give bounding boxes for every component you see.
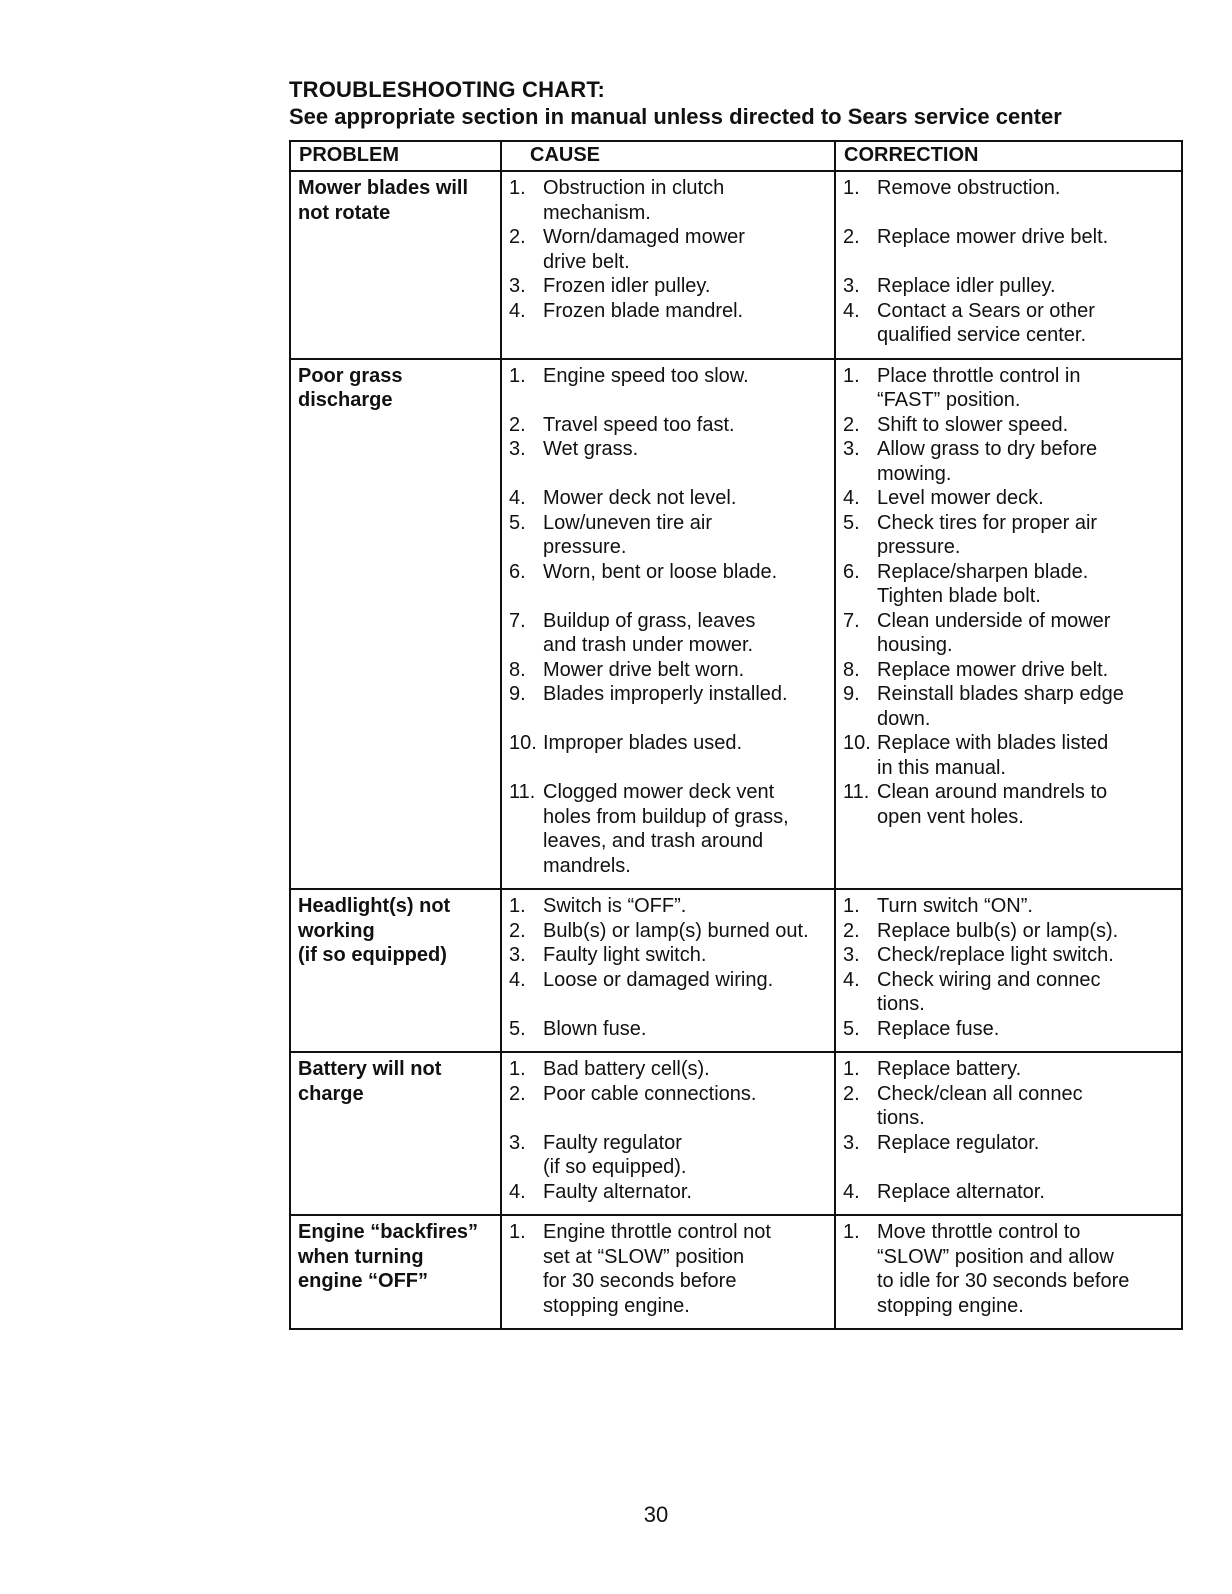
cause-item: [509, 1180, 830, 1205]
cause-number: 2.: [509, 413, 526, 436]
cause-number: 4.: [509, 487, 526, 509]
correction-number: 5.: [843, 511, 860, 534]
cause-item: [509, 943, 830, 968]
correction-text: Contact a Sears or other qualified service center.: [877, 299, 1095, 346]
correction-number: 2.: [843, 1082, 860, 1105]
correction-text: Replace idler pulley.: [877, 275, 1056, 297]
table-body: [290, 171, 1182, 1329]
cause-number: 4.: [509, 1180, 526, 1203]
cause-number: 3.: [509, 275, 526, 297]
cause-text: Worn, bent or loose blade.: [543, 560, 778, 583]
problem-cell: [290, 359, 501, 890]
cause-cell: [501, 359, 835, 890]
cause-number: 3.: [509, 1131, 526, 1154]
cause-number: 1.: [509, 895, 526, 917]
cause-text: Engine throttle control not set at “SLOW” position for 30 seconds before stopping engine.: [543, 1221, 771, 1317]
cause-number: 3.: [509, 944, 526, 966]
correction-item: [843, 658, 1177, 683]
correction-item: [843, 176, 1177, 201]
table-header-row: [290, 141, 1182, 171]
cause-number: 9.: [509, 683, 526, 705]
cause-text: Faulty regulator (if so equipped).: [543, 1131, 687, 1178]
header-cause: CAUSE: [501, 141, 835, 171]
cause-item: [509, 682, 830, 707]
correction-text: Level mower deck.: [877, 487, 1044, 509]
cause-text: Bulb(s) or lamp(s) burned out.: [543, 919, 809, 942]
table-row: [290, 359, 1182, 890]
cause-item: [509, 894, 830, 919]
correction-text: Replace mower drive belt.: [877, 658, 1109, 681]
correction-number: 9.: [843, 683, 860, 705]
correction-number: 3.: [843, 1131, 860, 1154]
problem-cell: [290, 1052, 501, 1215]
cause-item: [509, 968, 830, 993]
cause-item: [509, 511, 830, 560]
table-row: [290, 1215, 1182, 1329]
cause-item: [509, 919, 830, 944]
correction-number: 11.: [843, 781, 870, 803]
cause-text: Mower drive belt worn.: [543, 658, 745, 681]
cause-number: 8.: [509, 658, 526, 681]
correction-number: 4.: [843, 968, 860, 991]
cause-item: [509, 364, 830, 389]
correction-text: Check tires for proper air pressure.: [877, 511, 1098, 558]
cause-text: Poor cable connections.: [543, 1082, 757, 1105]
correction-number: 1.: [843, 895, 860, 917]
correction-number: 1.: [843, 1058, 860, 1080]
cause-text: Obstruction in clutch mechanism.: [543, 177, 725, 224]
cause-text: Wet grass.: [543, 438, 639, 460]
correction-cell: [835, 171, 1182, 359]
correction-number: 4.: [843, 1180, 860, 1203]
table-row: [290, 1052, 1182, 1215]
correction-number: 4.: [843, 299, 860, 322]
correction-item: [843, 780, 1177, 829]
cause-text: Buildup of grass, leaves and trash under mower.: [543, 609, 756, 656]
cause-text: Engine speed too slow.: [543, 364, 749, 387]
page-number: 30: [643, 1502, 669, 1527]
correction-item: [843, 1057, 1177, 1082]
troubleshooting-table: [289, 140, 1183, 1330]
correction-text: Shift to slower speed.: [877, 413, 1069, 436]
correction-text: Turn switch “ON”.: [877, 895, 1033, 917]
cause-number: 7.: [509, 609, 526, 632]
cause-item: [509, 437, 830, 462]
correction-text: Clean underside of mower housing.: [877, 609, 1111, 656]
correction-number: 2.: [843, 413, 860, 436]
correction-number: 3.: [843, 438, 860, 460]
cause-item: [509, 1017, 830, 1042]
correction-number: 8.: [843, 658, 860, 681]
cause-item: [509, 299, 830, 324]
correction-item: [843, 919, 1177, 944]
correction-text: Replace regulator.: [877, 1131, 1040, 1154]
cause-text: Switch is “OFF”.: [543, 895, 687, 917]
cause-number: 1.: [509, 177, 526, 199]
cause-text: Blades improperly installed.: [543, 683, 788, 705]
header-correction: CORRECTION: [835, 141, 1182, 171]
problem-cell: [290, 171, 501, 359]
cause-number: 2.: [509, 1082, 526, 1105]
cause-item: [509, 1131, 830, 1180]
correction-item: [843, 943, 1177, 968]
correction-number: 1.: [843, 177, 860, 199]
correction-text: Clean around mandrels to open vent holes.: [877, 781, 1108, 828]
correction-item: [843, 731, 1177, 780]
cause-text: Low/uneven tire air pressure.: [543, 511, 712, 558]
correction-number: 1.: [843, 364, 860, 387]
cause-number: 5.: [509, 511, 526, 534]
cause-item: [509, 658, 830, 683]
cause-item: [509, 274, 830, 299]
correction-number: 3.: [843, 944, 860, 966]
correction-number: 1.: [843, 1221, 860, 1243]
correction-item: [843, 225, 1177, 250]
cause-text: Bad battery cell(s).: [543, 1058, 710, 1080]
table-row: [290, 171, 1182, 359]
correction-item: [843, 1180, 1177, 1205]
correction-text: Remove obstruction.: [877, 177, 1061, 199]
cause-item: [509, 1082, 830, 1107]
correction-text: Check wiring and connec tions.: [877, 968, 1101, 1015]
page-content: [289, 76, 1181, 1330]
correction-text: Replace battery.: [877, 1058, 1022, 1080]
correction-item: [843, 1017, 1177, 1042]
correction-cell: [835, 1052, 1182, 1215]
correction-item: [843, 894, 1177, 919]
correction-number: 7.: [843, 609, 860, 632]
cause-number: 2.: [509, 226, 526, 248]
cause-number: 1.: [509, 1058, 526, 1080]
cause-item: [509, 780, 830, 878]
correction-text: Replace bulb(s) or lamp(s).: [877, 919, 1119, 942]
cause-number: 1.: [509, 364, 526, 387]
correction-number: 2.: [843, 919, 860, 942]
header-problem: PROBLEM: [290, 141, 501, 171]
cause-item: [509, 176, 830, 225]
correction-item: [843, 560, 1177, 609]
correction-item: [843, 1220, 1177, 1318]
correction-text: Move throttle control to “SLOW” position and allow to idle for 30 seconds before stopping engine.: [877, 1221, 1130, 1317]
correction-number: 2.: [843, 226, 860, 248]
cause-item: [509, 225, 830, 274]
cause-cell: [501, 1052, 835, 1215]
correction-number: 5.: [843, 1017, 860, 1040]
correction-number: 10.: [843, 732, 871, 754]
cause-number: 5.: [509, 1017, 526, 1040]
correction-text: Check/replace light switch.: [877, 944, 1114, 966]
correction-text: Replace with blades listed in this manual.: [877, 732, 1109, 779]
cause-text: Clogged mower deck vent holes from buildup of grass, leaves, and trash around mandrels.: [543, 781, 789, 877]
problem-text: Battery will not charge: [298, 1058, 442, 1105]
cause-text: Travel speed too fast.: [543, 413, 735, 436]
correction-item: [843, 1131, 1177, 1156]
problem-cell: [290, 1215, 501, 1329]
problem-text: Engine “backfires” when turning engine “OFF”: [298, 1221, 479, 1292]
problem-text: Poor grass discharge: [298, 364, 403, 411]
correction-cell: [835, 359, 1182, 890]
cause-item: [509, 1057, 830, 1082]
cause-item: [509, 731, 830, 756]
correction-text: Replace alternator.: [877, 1180, 1045, 1203]
problem-text: Mower blades will not rotate: [298, 177, 469, 224]
cause-item: [509, 413, 830, 438]
problem-cell: [290, 889, 501, 1052]
problem-text: Headlight(s) not working (if so equipped): [298, 895, 451, 966]
correction-item: [843, 299, 1177, 348]
cause-number: 3.: [509, 438, 526, 460]
correction-item: [843, 274, 1177, 299]
correction-text: Replace fuse.: [877, 1017, 1000, 1040]
cause-number: 4.: [509, 968, 526, 991]
cause-number: 10.: [509, 732, 537, 754]
cause-cell: [501, 889, 835, 1052]
correction-text: Check/clean all connec tions.: [877, 1082, 1083, 1129]
cause-text: Blown fuse.: [543, 1017, 647, 1040]
correction-text: Reinstall blades sharp edge down.: [877, 683, 1124, 730]
cause-text: Frozen idler pulley.: [543, 275, 711, 297]
correction-text: Place throttle control in “FAST” position.: [877, 364, 1081, 411]
correction-item: [843, 968, 1177, 1017]
correction-number: 6.: [843, 560, 860, 583]
cause-number: 11.: [509, 781, 536, 803]
cause-number: 1.: [509, 1221, 526, 1243]
cause-number: 2.: [509, 919, 526, 942]
correction-item: [843, 364, 1177, 413]
cause-number: 4.: [509, 299, 526, 322]
cause-text: Worn/damaged mower drive belt.: [543, 226, 745, 273]
correction-item: [843, 486, 1177, 511]
cause-text: Faulty light switch.: [543, 944, 707, 966]
correction-item: [843, 511, 1177, 560]
correction-text: Replace mower drive belt.: [877, 226, 1109, 248]
cause-text: Mower deck not level.: [543, 487, 737, 509]
correction-item: [843, 437, 1177, 486]
cause-text: Faulty alternator.: [543, 1180, 692, 1203]
correction-number: 4.: [843, 487, 860, 509]
cause-text: Frozen blade mandrel.: [543, 299, 744, 322]
cause-cell: [501, 171, 835, 359]
chart-subtitle: See appropriate section in manual unless directed to Sears service center: [289, 104, 1062, 129]
table-row: [290, 889, 1182, 1052]
correction-item: [843, 609, 1177, 658]
correction-cell: [835, 889, 1182, 1052]
correction-item: [843, 682, 1177, 731]
correction-text: Allow grass to dry before mowing.: [877, 438, 1098, 485]
correction-text: Replace/sharpen blade. Tighten blade bolt.: [877, 560, 1089, 607]
correction-item: [843, 1082, 1177, 1131]
cause-text: Improper blades used.: [543, 732, 743, 754]
cause-text: Loose or damaged wiring.: [543, 968, 774, 991]
cause-item: [509, 486, 830, 511]
cause-item: [509, 1220, 830, 1318]
chart-title: TROUBLESHOOTING CHART:: [289, 77, 606, 102]
cause-item: [509, 560, 830, 585]
correction-cell: [835, 1215, 1182, 1329]
correction-item: [843, 413, 1177, 438]
cause-number: 6.: [509, 560, 526, 583]
cause-item: [509, 609, 830, 658]
cause-cell: [501, 1215, 835, 1329]
correction-number: 3.: [843, 275, 860, 297]
